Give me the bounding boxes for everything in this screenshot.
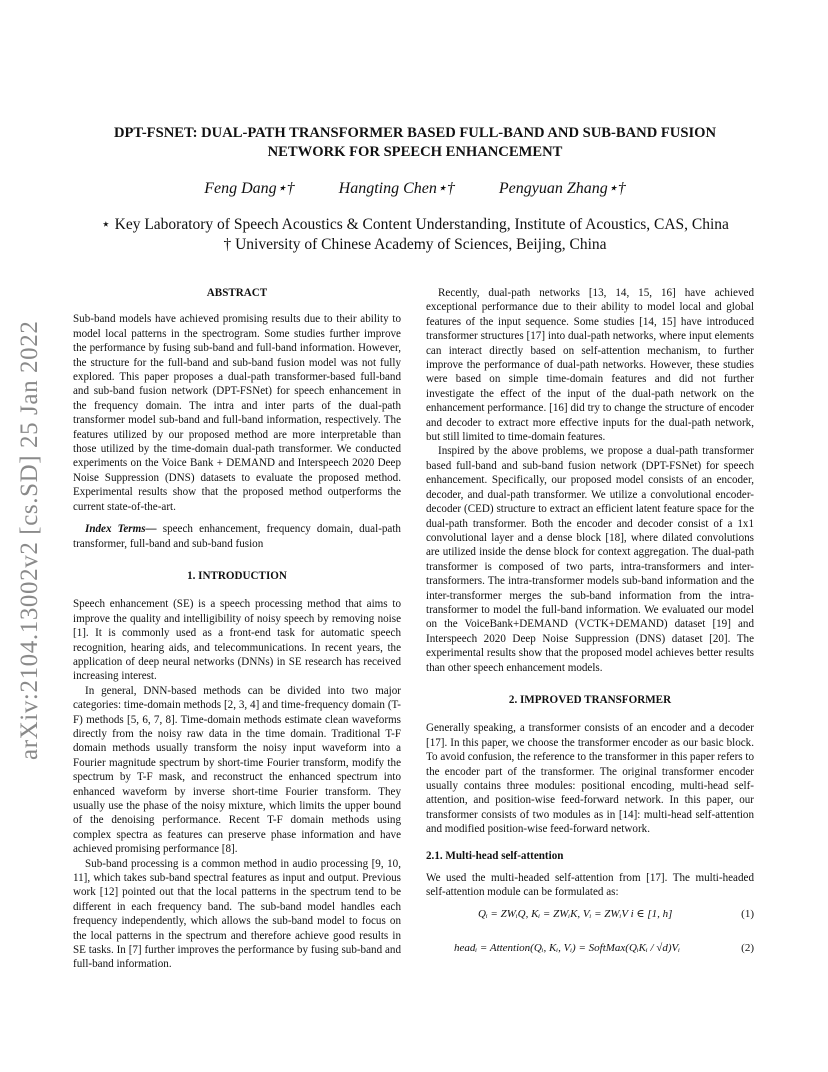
abstract-heading: ABSTRACT [206, 287, 268, 299]
author: Pengyuan Zhang⋆† [498, 180, 626, 197]
intro-paragraph: Sub-band processing is a common method in audio processing [9, 10, 11], which takes sub-band spectral features as input and output. Previous work [12] pointed out that the local patterns in the spectrum tend to be different in each frequency band. The sub-band model handles each frequency independently, which allows the sub-band model to focus on the local patterns in the spectrum and therefore achieve good results in SE tasks. In [7] further improves the performance by fusing sub-band and full-band information. [73, 857, 401, 971]
equation-2 [426, 938, 754, 960]
arxiv-stamp: arXiv:2104.13002v2 [cs.SD] 25 Jan 2022 [16, 320, 43, 760]
affiliations [60, 215, 770, 255]
body-paragraph: Inspired by the above problems, we propose a dual-path transformer based full-band and sub-band fusion network (DPT-FSNet) for speech enhancement. Specifically, our proposed model consists of an encoder, decoder, and dual-path transformer. We utilize a convolutional encoder-decoder (CED) structure to extract an efficient latent feature space for the dual-path transformer. Both the encoder and decoder consist of a 1x1 convolutional layer and a dense block [18], where dilated convolutions are utilized inside the dense block for context aggregation. The dual-path transformer is composed of two parts, intra-transformers and inter-transformers. The intra-transformer models sub-band information and the inter-transformer merges the sub-band information from the intra-transformer to model the full-band information. We evaluated our model on the VoiceBank+DEMAND (VCTK+DEMAND) dataset [19] and Interspeech 2020 Deep Noise Suppression (DNS) dataset [20]. The experimental results show that the proposed model achieves better results than other speech enhancement models. [426, 445, 754, 674]
index-terms-text: speech enhancement, frequency domain, dual-path transformer, full-band and sub-band fusion [73, 523, 401, 550]
body-paragraph: Recently, dual-path networks [13, 14, 15, 16] have achieved exceptional performance due to their ability to model local and global features of the input sequence. Some studies [14, 15] have introduced transformer structures [17] into dual-path networks, where input elements can interact directly based on self-attention mechanism, to further improve the performance of dual-path networks. However, these studies were based on simple time-domain features and did not further investigate the effect of the input of the dual-path network on the enhancement performance. [16] did try to change the structure of encoder and decoder to extract more effective inputs for the dual-path network, but still limited to time-domain features. [426, 287, 754, 444]
body-paragraph: Generally speaking, a transformer consists of an encoder and a decoder [17]. In this paper, we choose the transformer encoder as our basic block. To avoid confusion, the reference to the transformer in this paper refers to the encoder part of the transformer. The original transformer encoder usually contains three modules: positional encoding, multi-head self-attention, and position-wise feed-forward network. In this paper, our transformer consists of two modules as in [14]: multi-head self-attention and modified position-wise feed-forward network. [426, 722, 754, 836]
intro-heading: 1. INTRODUCTION [187, 569, 287, 582]
left-column [73, 286, 401, 972]
author-list [60, 178, 770, 198]
right-column [426, 286, 754, 960]
affiliation: † University of Chinese Academy of Sciences, Beijing, China [223, 236, 607, 253]
author: Feng Dang⋆† [204, 180, 295, 197]
equation-number: (2) [741, 941, 754, 954]
title-line-2: NETWORK FOR SPEECH ENHANCEMENT [267, 144, 563, 160]
abstract-text: Sub-band models have achieved promising results due to their ability to model local patterns in the spectrogram. Some studies further improve the performance by fusing sub-band and full-band information. However, the structure for the full-band and sub-band fusion model was not fully explored. This paper proposes a dual-path transformer-based full-band and sub-band fusion network (DPT-FSNet) for speech enhancement in the frequency domain. The intra and inter parts of the dual-path transformer model sub-band and full-band information, respectively. The features utilized by our proposed method are more interpretable than those utilized by the time-domain dual-path transformer. We conducted experiments on the Voice Bank + DEMAND and Interspeech 2020 Deep Noise Suppression (DNS) datasets to evaluate the proposed method. Experimental results show that the proposed method outperforms the current state-of-the-art. [73, 313, 401, 513]
affiliation: ⋆ Key Laboratory of Speech Acoustics & Content Understanding, Institute of Acoustics, CAS, China [101, 216, 729, 233]
intro-paragraph: Speech enhancement (SE) is a speech processing method that aims to improve the quality and intelligibility of noisy speech by removing noise [1]. It is commonly used as a front-end task for automatic speech recognition, hearing aids, and telecommunications. In recent years, the application of deep neural networks (DNNs) in SE research has received increasing interest. [73, 598, 401, 683]
subsection-2-1-heading: 2.1. Multi-head self-attention [426, 849, 564, 862]
author: Hangting Chen⋆† [338, 180, 455, 197]
paper-title [60, 124, 770, 162]
body-paragraph: We used the multi-headed self-attention from [17]. The multi-headed self-attention module can be formulated as: [426, 872, 754, 899]
section-2-heading: 2. IMPROVED TRANSFORMER [508, 693, 672, 706]
title-line-1: DPT-FSNET: DUAL-PATH TRANSFORMER BASED FULL-BAND AND SUB-BAND FUSION [113, 125, 717, 141]
index-terms-label: Index Terms— [85, 523, 157, 536]
intro-paragraph: In general, DNN-based methods can be divided into two major categories: time-domain methods [2, 3, 4] and time-frequency domain (T-F) methods [5, 6, 7, 8]. Time-domain methods estimate clean waveforms directly from the noisy raw data in the time domain. Traditional T-F domain methods usually transform the noisy input waveform into a Fourier magnitude spectrum by short-time Fourier transform, modify the spectrum by T-F mask, and reconstruct the enhanced spectrum into enhanced waveform by inverse short-time Fourier transform. They usually use the phase of the noisy mixture, which limits the upper bound of the denoising performance. Recent T-F domain methods using complex spectra as features can preserve phase information and have achieved promising performance [8]. [73, 684, 401, 856]
equation-expression: headᵢ = Attention(Qᵢ, Kᵢ, Vᵢ) = SoftMax(QᵢKᵢ / √d)Vᵢ [454, 941, 680, 954]
equation-number: (1) [741, 907, 754, 920]
index-terms [73, 522, 401, 551]
equation-expression: Qᵢ = ZWᵢQ, Kᵢ = ZWᵢK, Vᵢ = ZWᵢV i ∈ [1, h] [478, 907, 673, 920]
equation-1 [426, 904, 754, 926]
